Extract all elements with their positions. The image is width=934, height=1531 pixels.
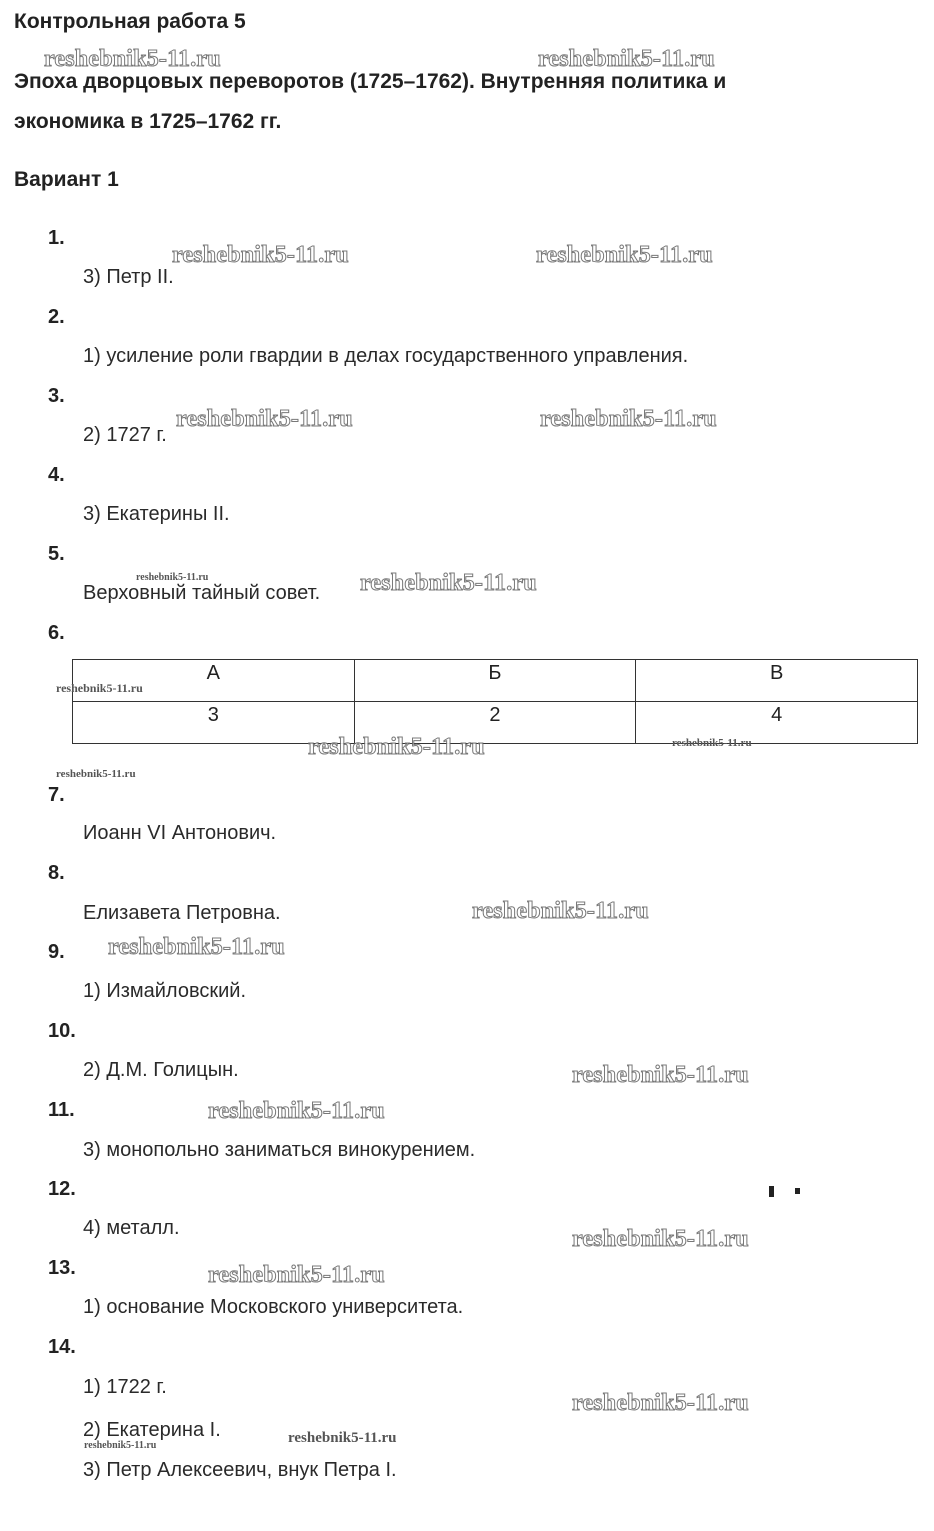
watermark: reshebnik5-11.ru xyxy=(540,406,717,432)
question-number: 13. xyxy=(48,1257,76,1279)
question-number: 7. xyxy=(48,784,65,806)
topic-title-line-1: Эпоха дворцовых переворотов (1725–1762). Внутренняя политика и xyxy=(14,70,727,93)
watermark: reshebnik5-11.ru xyxy=(44,46,221,72)
table-cell: 4 xyxy=(636,702,918,744)
table-header-cell: В xyxy=(636,660,918,702)
watermark-small: reshebnik5-11.ru xyxy=(288,1430,397,1446)
answer-text: 3) Петр II. xyxy=(83,266,174,288)
question-number: 6. xyxy=(48,622,65,644)
answer-text: 2) Екатерина I. xyxy=(83,1419,221,1441)
answer-text: 1) Измайловский. xyxy=(83,980,246,1002)
watermark: reshebnik5-11.ru xyxy=(538,46,715,72)
answer-text: 4) металл. xyxy=(83,1217,180,1239)
answer-text: 3) монопольно заниматься винокурением. xyxy=(83,1139,476,1161)
watermark: reshebnik5-11.ru xyxy=(572,1226,749,1252)
question-number: 1. xyxy=(48,227,65,249)
question-number: 5. xyxy=(48,543,65,565)
watermark: reshebnik5-11.ru xyxy=(108,934,285,960)
watermark: reshebnik5-11.ru xyxy=(536,242,713,268)
answer-text: 2) 1727 г. xyxy=(83,424,167,446)
watermark: reshebnik5-11.ru xyxy=(572,1390,749,1416)
watermark-small: reshebnik5-11.ru xyxy=(56,681,143,695)
answer-text: 3) Екатерины II. xyxy=(83,503,230,525)
table-header-cell: Б xyxy=(354,660,636,702)
question-number: 8. xyxy=(48,862,65,884)
answer-text: 1) 1722 г. xyxy=(83,1376,167,1398)
watermark: reshebnik5-11.ru xyxy=(360,570,537,596)
question-number: 12. xyxy=(48,1178,76,1200)
question-number: 2. xyxy=(48,306,65,328)
watermark-small: reshebnik5-11.ru xyxy=(84,1440,157,1451)
watermark: reshebnik5-11.ru xyxy=(176,406,353,432)
question-number: 11. xyxy=(48,1099,75,1121)
answer-text: Иоанн VI Антонович. xyxy=(83,822,277,844)
watermark: reshebnik5-11.ru xyxy=(208,1098,385,1124)
table-row xyxy=(73,702,918,744)
answer-text: 2) Д.М. Голицын. xyxy=(83,1059,239,1081)
answer-text: 3) Петр Алексеевич, внук Петра I. xyxy=(83,1459,397,1481)
table-header-row xyxy=(73,660,918,702)
table-cell: 2 xyxy=(354,702,636,744)
question-number: 3. xyxy=(48,385,65,407)
topic-title-line-2: экономика в 1725–1762 гг. xyxy=(14,110,282,133)
variant-heading: Вариант 1 xyxy=(14,168,119,191)
watermark: reshebnik5-11.ru xyxy=(172,242,349,268)
watermark-small: reshebnik5-11.ru xyxy=(56,768,136,780)
watermark: reshebnik5-11.ru xyxy=(472,898,649,924)
table-cell: 3 xyxy=(73,702,355,744)
page-title: Контрольная работа 5 xyxy=(14,10,246,33)
watermark: reshebnik5-11.ru xyxy=(208,1262,385,1288)
question-number: 9. xyxy=(48,941,65,963)
watermark-small: reshebnik5-11.ru xyxy=(136,572,209,583)
answer-table xyxy=(72,659,918,744)
answer-text: Елизавета Петровна. xyxy=(83,902,281,924)
answer-text: 1) усиление роли гвардии в делах государственного управления. xyxy=(83,345,689,367)
watermark-small: reshebnik5-11.ru xyxy=(672,737,752,749)
question-number: 14. xyxy=(48,1336,76,1358)
question-number: 10. xyxy=(48,1020,76,1042)
answer-text: 1) основание Московского университета. xyxy=(83,1296,464,1318)
watermark: reshebnik5-11.ru xyxy=(308,734,485,760)
answer-text: Верховный тайный совет. xyxy=(83,582,321,604)
table-header-cell: А xyxy=(73,660,355,702)
question-number: 4. xyxy=(48,464,65,486)
watermark: reshebnik5-11.ru xyxy=(572,1062,749,1088)
